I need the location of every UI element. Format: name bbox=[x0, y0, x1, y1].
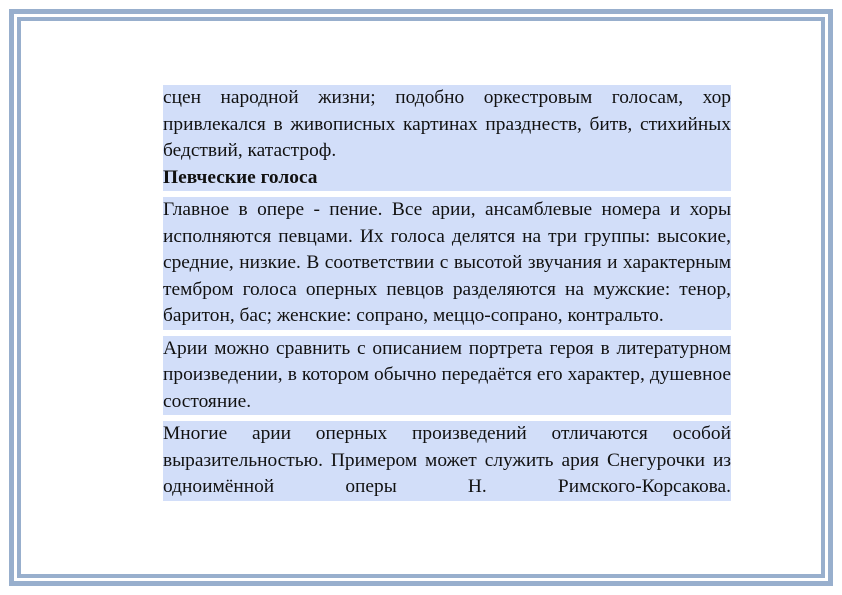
paragraph-example: Многие арии оперных произведений отличаются особой выразительностью. Примером может служить ария Снегурочки из одноимённой оперы Н. Римского-Корсакова. bbox=[163, 421, 731, 501]
section-heading: Певческие голоса bbox=[163, 165, 731, 192]
paragraph-intro: сцен народной жизни; подобно оркестровым голосам, хор привлекался в живописных картинах празднеств, битв, стихийных бедствий, катастроф. bbox=[163, 85, 731, 165]
paragraph-arias: Арии можно сравнить с описанием портрета героя в литературном произведении, в котором обычно передаётся его характер, душевное состояние. bbox=[163, 336, 731, 416]
paragraph-voices: Главное в опере - пение. Все арии, ансамблевые номера и хоры исполняются певцами. Их голоса делятся на три группы: высокие, средние, низкие. В соответствии с высотой звучания и характерным тембром голоса оперных певцов разделяются на мужские: тенор, баритон, бас; женские: сопрано, меццо-сопрано, контральто. bbox=[163, 197, 731, 330]
text-box bbox=[163, 85, 731, 501]
